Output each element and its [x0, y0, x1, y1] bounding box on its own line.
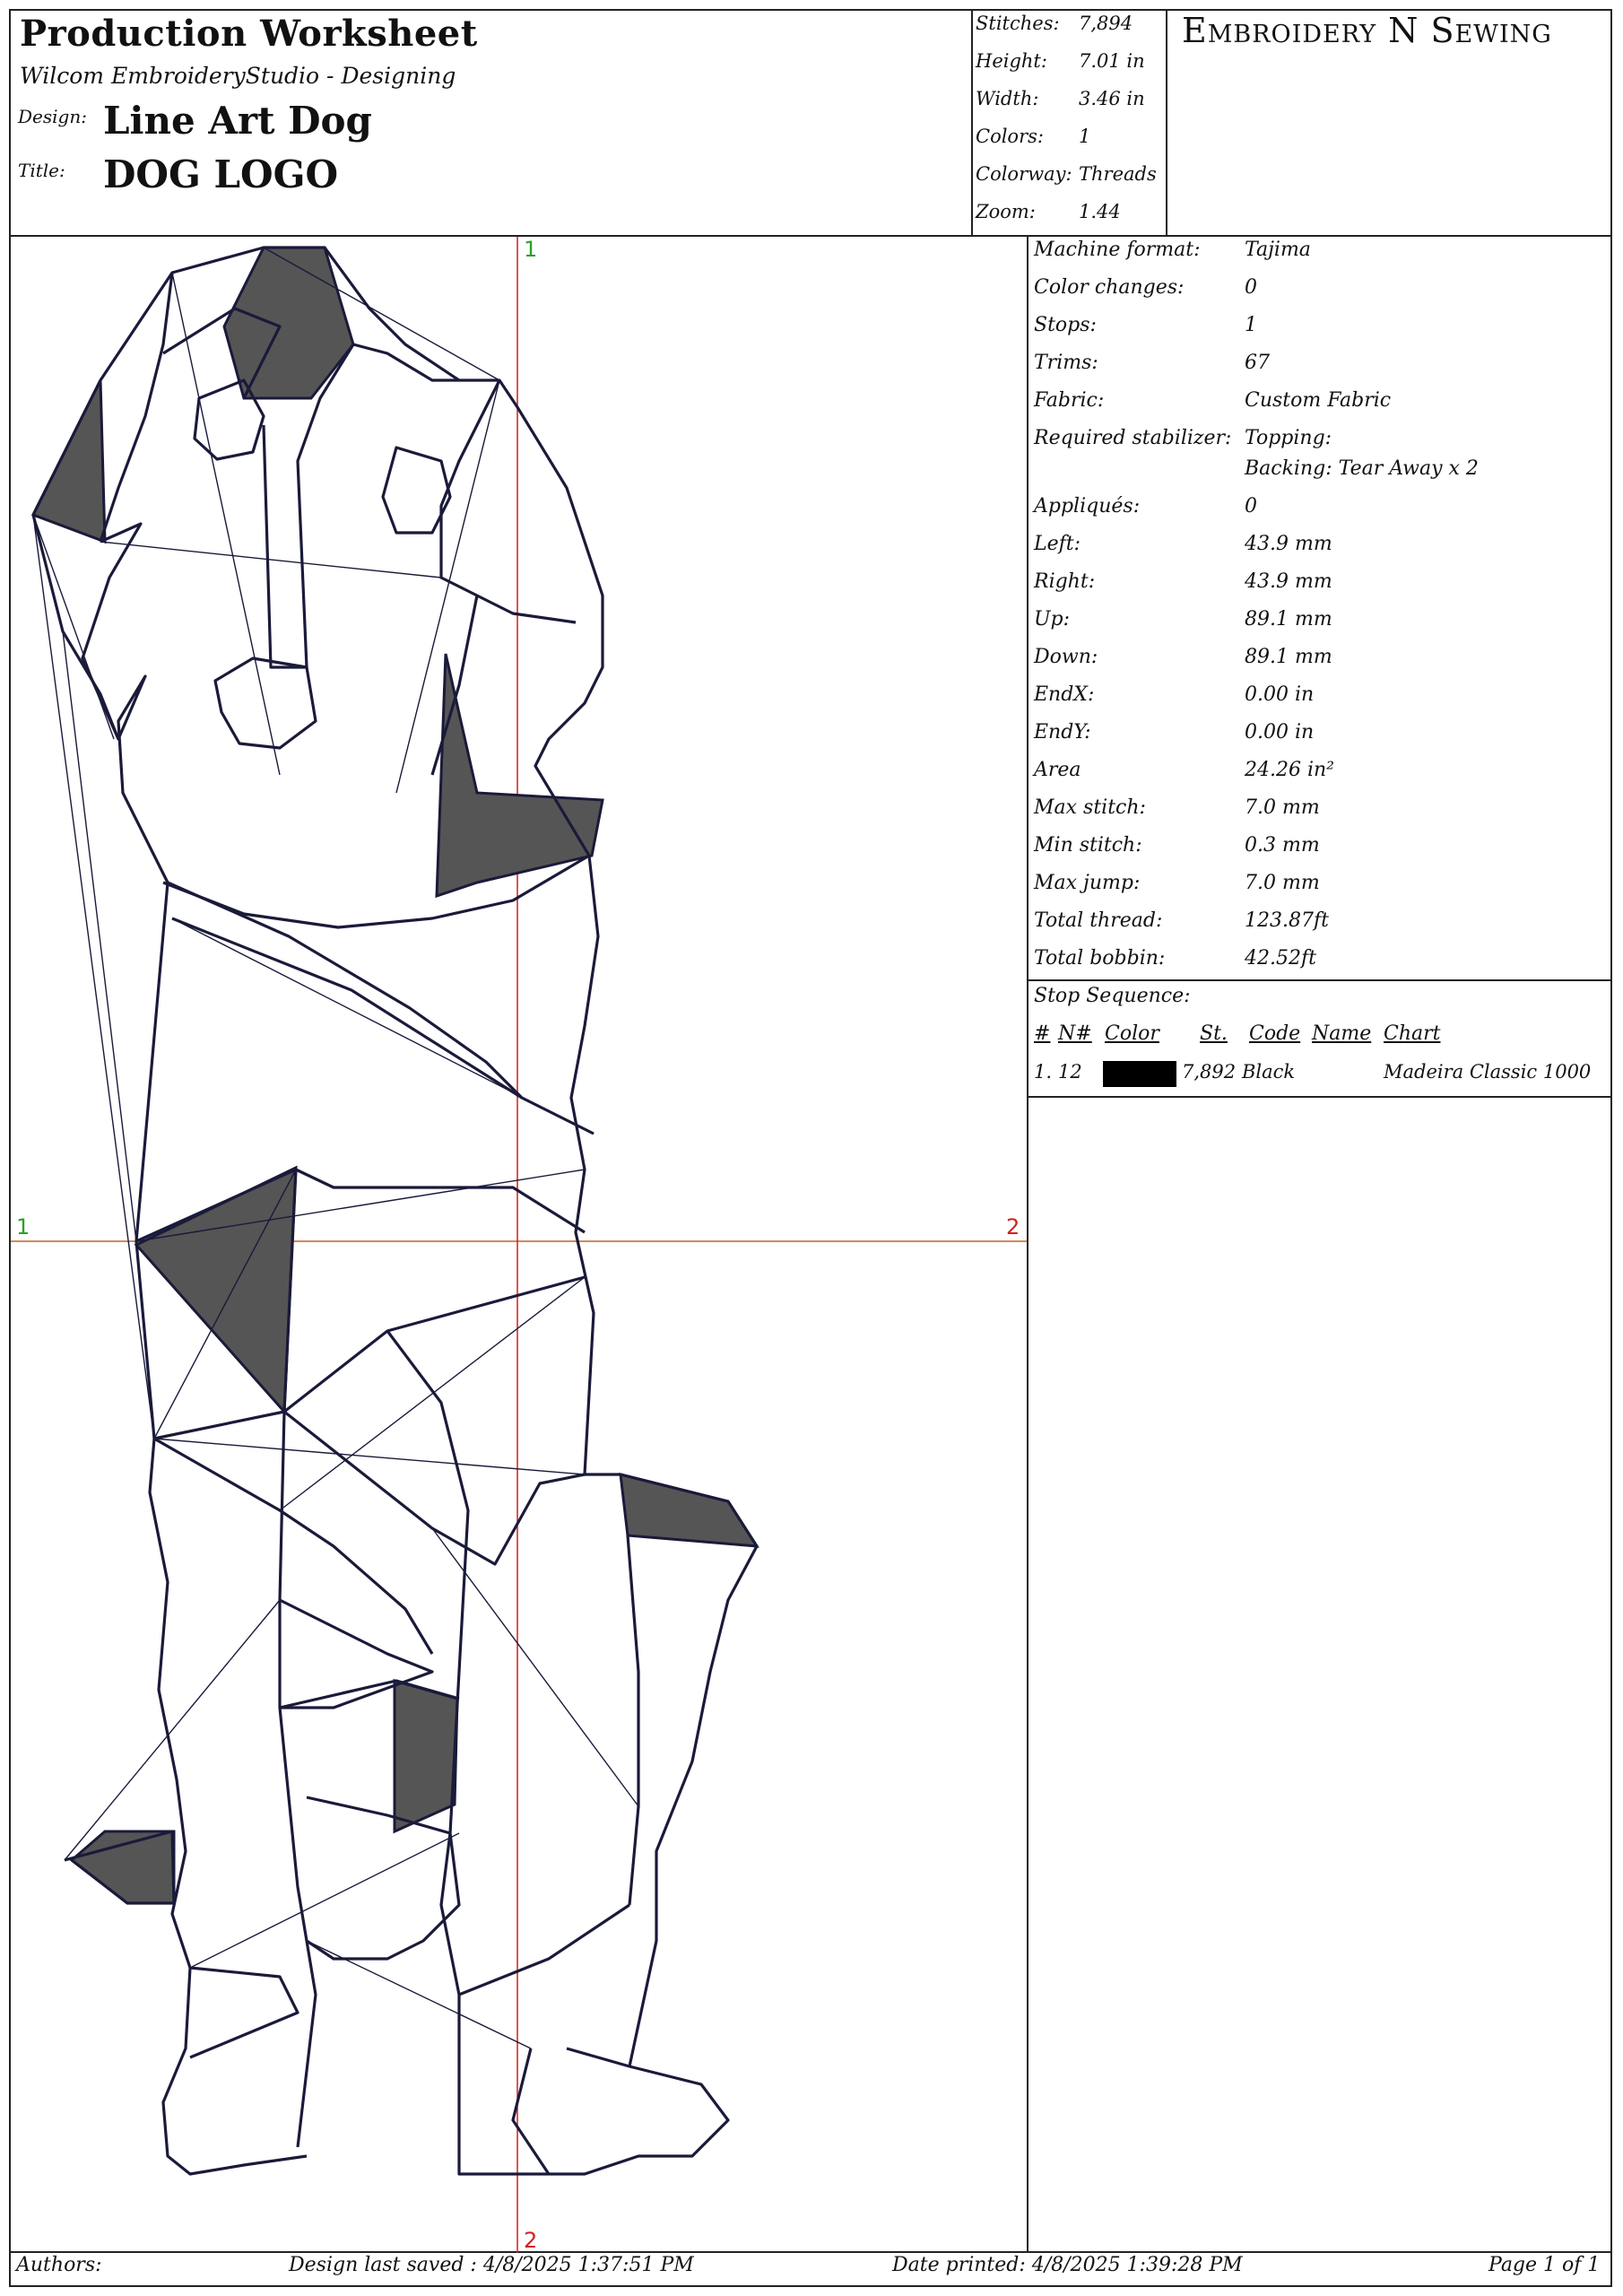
info-value: 1 [1245, 314, 1257, 336]
info-key: Min stitch: [1034, 834, 1142, 857]
title-label: Title: [18, 160, 65, 181]
jump-5 [100, 542, 441, 578]
col-num: # [1034, 1022, 1051, 1045]
footer-page-number: Page 1 of 1 [1488, 2254, 1601, 2276]
header-divider-2 [1166, 9, 1167, 235]
design-title: DOG LOGO [103, 152, 339, 196]
hind-leg-right [585, 1474, 757, 2066]
back-paw-toe [513, 2048, 549, 2174]
info-value: Topping: [1245, 427, 1332, 449]
header-divider-1 [971, 9, 973, 235]
ear-inner-right [441, 380, 576, 622]
info-key: Max stitch: [1034, 796, 1146, 819]
cheek-fill-patch [437, 654, 603, 896]
stop-row-chart: Madeira Classic 1000 [1384, 1061, 1592, 1083]
paw-front [307, 1797, 459, 1959]
software-name: Wilcom EmbroideryStudio - Designing [20, 63, 456, 89]
footer-authors: Authors: [16, 2254, 102, 2276]
stat-key: Colorway: [976, 163, 1072, 185]
chest-lower [284, 1170, 585, 1412]
footer-last-saved: Design last saved : 4/8/2025 1:37:51 PM [289, 2254, 694, 2276]
right-eye [383, 448, 450, 533]
stat-key: Zoom: [976, 201, 1036, 222]
axis-label-left: 1 [16, 1214, 30, 1239]
col-n: N# [1058, 1022, 1092, 1045]
jump-threads [33, 248, 638, 2048]
axis-label-right: 2 [1006, 1214, 1020, 1239]
stop-row-stitches: 7,892 [1182, 1061, 1237, 1083]
info-key: Max jump: [1034, 872, 1141, 894]
worksheet-title: Production Worksheet [20, 13, 478, 55]
col-color: Color [1105, 1022, 1159, 1045]
design-name: Line Art Dog [103, 99, 372, 143]
stop-row-name: Black [1242, 1061, 1296, 1083]
jump-1 [33, 515, 114, 739]
stop-row-n: 12 [1058, 1061, 1082, 1083]
stop-row-num: 1. [1034, 1061, 1053, 1083]
jump-7 [172, 918, 594, 1134]
satin-fill-areas [33, 248, 757, 1903]
info-value: 42.52ft [1245, 947, 1316, 970]
info-value: 0.3 mm [1245, 834, 1320, 857]
col-code: Code [1249, 1022, 1301, 1045]
info-stop-rule [1027, 979, 1612, 981]
stat-key: Colors: [976, 126, 1044, 147]
info-key: Trims: [1034, 352, 1098, 374]
ear-fill-patch [33, 380, 105, 542]
jump-14 [432, 1528, 638, 1806]
ear-inner-left [100, 273, 172, 542]
back-paw-top [459, 1905, 629, 1995]
info-key: Machine format: [1034, 239, 1201, 261]
info-value: 24.26 in² [1245, 759, 1334, 781]
info-value: 43.9 mm [1245, 570, 1332, 593]
info-value: 123.87ft [1245, 909, 1329, 932]
stat-value: Threads [1079, 163, 1157, 185]
info-value: 89.1 mm [1245, 608, 1332, 631]
info-value: 0 [1245, 495, 1257, 517]
col-st: St. [1200, 1022, 1228, 1045]
stat-value: 1 [1079, 126, 1091, 147]
info-key: EndX: [1034, 683, 1095, 706]
info-value: 0 [1245, 276, 1257, 299]
info-key: Appliqués: [1034, 495, 1141, 517]
stat-value: 3.46 in [1079, 88, 1145, 109]
info-key: Color changes: [1034, 276, 1185, 299]
col-chart: Chart [1384, 1022, 1441, 1045]
jump-11 [65, 1600, 280, 1860]
face-left [82, 524, 168, 883]
info-value: 7.0 mm [1245, 796, 1320, 819]
col-name: Name [1312, 1022, 1372, 1045]
info-value: Tajima [1245, 239, 1311, 261]
stop-bottom-rule [1027, 1096, 1612, 1098]
nose [215, 658, 316, 748]
ear-outline-left [33, 515, 118, 739]
stat-key: Stitches: [976, 13, 1060, 34]
info-key: Fabric: [1034, 389, 1105, 412]
brand-logo-text: Embroidery N Sewing [1182, 11, 1552, 50]
stat-value: 7.01 in [1079, 50, 1145, 72]
jump-16 [307, 1941, 531, 2048]
info-value: 0.00 in [1245, 721, 1315, 744]
info-key: Left: [1034, 533, 1081, 555]
stat-key: Height: [976, 50, 1047, 72]
info-key: Up: [1034, 608, 1071, 631]
front-leg-left [150, 1439, 307, 2174]
design-label: Design: [18, 106, 87, 127]
info-key: Down: [1034, 646, 1098, 668]
info-key: EndY: [1034, 721, 1091, 744]
jump-13 [280, 1277, 585, 1510]
jump-10 [154, 1439, 585, 1474]
info-value: Custom Fabric [1245, 389, 1392, 412]
stat-value: 7,894 [1079, 13, 1133, 34]
info-key: Total bobbin: [1034, 947, 1166, 970]
design-info-divider [1027, 235, 1028, 2252]
info-value: 0.00 in [1245, 683, 1315, 706]
stop-sequence-title: Stop Sequence: [1034, 985, 1191, 1007]
design-canvas [11, 237, 1027, 2253]
axis-label-bottom: 2 [524, 2228, 538, 2253]
hind-leg-inner [628, 1535, 638, 1905]
forehead-right [353, 344, 459, 380]
info-key: Required stabilizer: [1034, 427, 1232, 449]
stat-key: Width: [976, 88, 1039, 109]
jump-12 [190, 1833, 459, 1968]
jump-15 [33, 515, 154, 1439]
info-key: Total thread: [1034, 909, 1163, 932]
info-value: Backing: Tear Away x 2 [1245, 457, 1479, 480]
info-value: 43.9 mm [1245, 533, 1332, 555]
info-value: 7.0 mm [1245, 872, 1320, 894]
paw-fill-patch [395, 1681, 457, 1831]
neck-left [136, 883, 168, 1241]
info-value: 89.1 mm [1245, 646, 1332, 668]
thread-color-swatch [1103, 1061, 1176, 1087]
info-value: 67 [1245, 352, 1270, 374]
tail-fill-patch [72, 1831, 174, 1903]
dog-embroidery-drawing [11, 237, 1027, 2253]
footer-date-printed: Date printed: 4/8/2025 1:39:28 PM [892, 2254, 1243, 2276]
paw-left [190, 1968, 298, 2057]
leg-diag-1 [154, 1439, 432, 1654]
stat-value: 1.44 [1079, 201, 1121, 222]
body-right-edge [571, 856, 598, 1474]
info-key: Right: [1034, 570, 1096, 593]
leg-diag-2 [284, 1412, 585, 1564]
info-key: Stops: [1034, 314, 1097, 336]
info-key: Area [1034, 759, 1081, 781]
leg-fill-patch [621, 1474, 757, 1546]
axis-label-top: 1 [524, 237, 538, 262]
